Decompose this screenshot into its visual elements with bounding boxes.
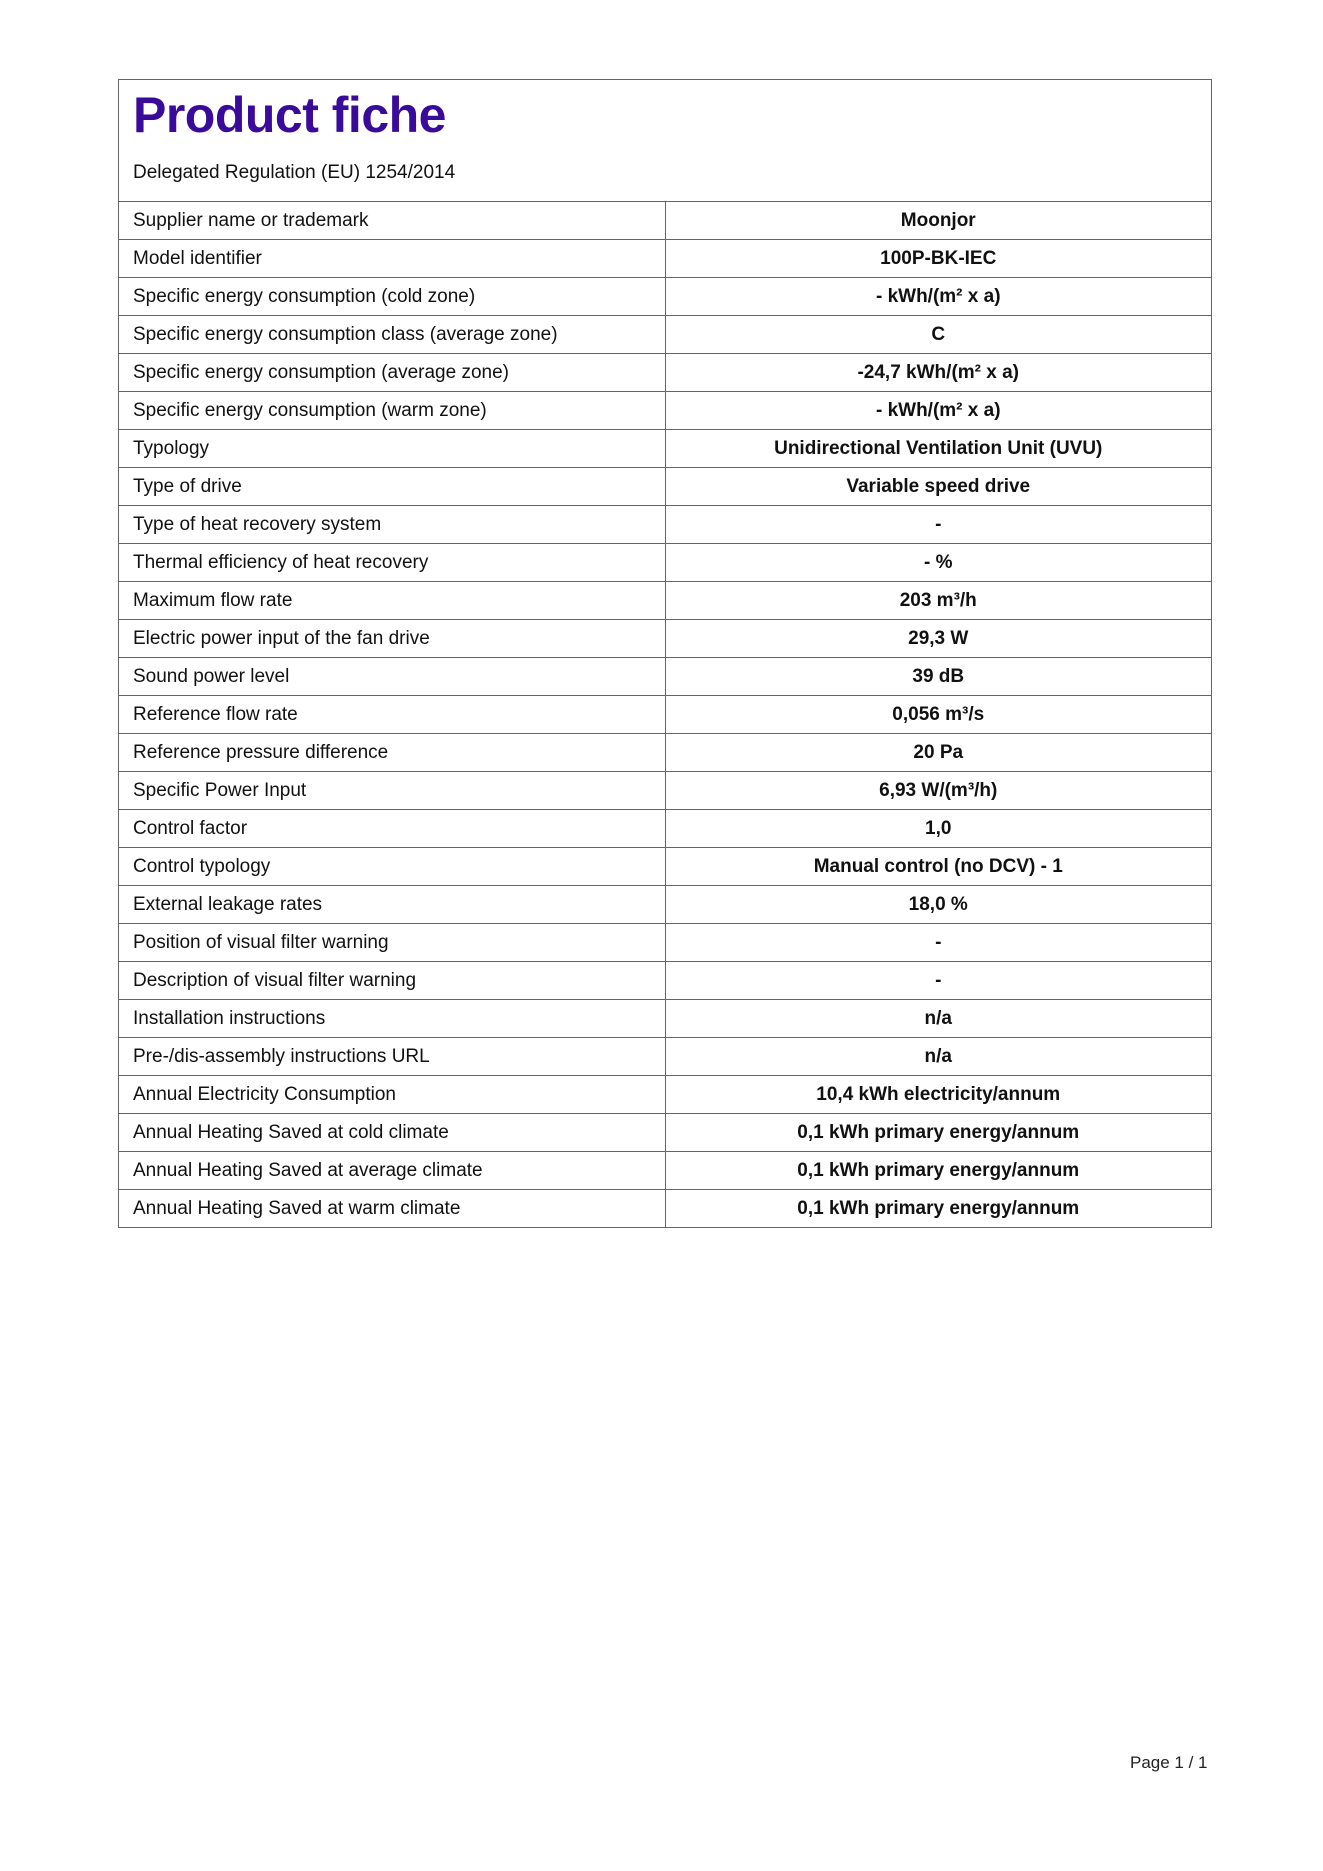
table-row — [119, 316, 1211, 354]
row-value: - kWh/(m² x a) — [665, 278, 1211, 316]
row-value: 1,0 — [665, 810, 1211, 848]
table-row — [119, 468, 1211, 506]
row-label: Specific Power Input — [119, 772, 665, 810]
table-row — [119, 278, 1211, 316]
table-row — [119, 962, 1211, 1000]
row-value: - % — [665, 544, 1211, 582]
row-label: Pre-/dis-assembly instructions URL — [119, 1038, 665, 1076]
row-value: 0,056 m³/s — [665, 696, 1211, 734]
row-value: 6,93 W/(m³/h) — [665, 772, 1211, 810]
row-label: Specific energy consumption (warm zone) — [119, 392, 665, 430]
row-value: Manual control (no DCV) - 1 — [665, 848, 1211, 886]
row-value: 18,0 % — [665, 886, 1211, 924]
row-label: Sound power level — [119, 658, 665, 696]
table-row — [119, 1190, 1211, 1228]
table-row — [119, 620, 1211, 658]
table-row — [119, 886, 1211, 924]
regulation-subtitle: Delegated Regulation (EU) 1254/2014 — [133, 162, 456, 183]
row-label: Control factor — [119, 810, 665, 848]
row-label: Reference pressure difference — [119, 734, 665, 772]
row-label: Specific energy consumption (cold zone) — [119, 278, 665, 316]
row-value: - — [665, 962, 1211, 1000]
page-title: Product fiche — [133, 87, 446, 143]
table-row — [119, 202, 1211, 240]
row-label: Annual Heating Saved at cold climate — [119, 1114, 665, 1152]
table-row — [119, 392, 1211, 430]
row-value: - — [665, 924, 1211, 962]
row-label: Position of visual filter warning — [119, 924, 665, 962]
page-number: Page 1 / 1 — [1130, 1753, 1208, 1772]
row-label: Reference flow rate — [119, 696, 665, 734]
row-value: 0,1 kWh primary energy/annum — [665, 1190, 1211, 1228]
row-label: Installation instructions — [119, 1000, 665, 1038]
row-value: 100P-BK-IEC — [665, 240, 1211, 278]
row-label: Type of drive — [119, 468, 665, 506]
row-value: Variable speed drive — [665, 468, 1211, 506]
table-row — [119, 544, 1211, 582]
row-label: Type of heat recovery system — [119, 506, 665, 544]
row-value: n/a — [665, 1000, 1211, 1038]
table-row — [119, 658, 1211, 696]
table-row — [119, 1038, 1211, 1076]
row-label: Typology — [119, 430, 665, 468]
row-value: 20 Pa — [665, 734, 1211, 772]
row-value: Unidirectional Ventilation Unit (UVU) — [665, 430, 1211, 468]
row-label: Maximum flow rate — [119, 582, 665, 620]
table-row — [119, 810, 1211, 848]
row-value: 0,1 kWh primary energy/annum — [665, 1114, 1211, 1152]
fiche-header — [119, 80, 1211, 202]
table-row — [119, 734, 1211, 772]
row-value: - kWh/(m² x a) — [665, 392, 1211, 430]
row-value: - — [665, 506, 1211, 544]
row-value: C — [665, 316, 1211, 354]
row-value: 39 dB — [665, 658, 1211, 696]
row-label: Electric power input of the fan drive — [119, 620, 665, 658]
row-label: Thermal efficiency of heat recovery — [119, 544, 665, 582]
row-value: 10,4 kWh electricity/annum — [665, 1076, 1211, 1114]
row-value: 203 m³/h — [665, 582, 1211, 620]
row-label: Annual Electricity Consumption — [119, 1076, 665, 1114]
row-label: External leakage rates — [119, 886, 665, 924]
table-row — [119, 848, 1211, 886]
table-row — [119, 924, 1211, 962]
row-value: -24,7 kWh/(m² x a) — [665, 354, 1211, 392]
row-value: 0,1 kWh primary energy/annum — [665, 1152, 1211, 1190]
table-row — [119, 506, 1211, 544]
table-row — [119, 430, 1211, 468]
row-label: Control typology — [119, 848, 665, 886]
table-row — [119, 1114, 1211, 1152]
table-row — [119, 354, 1211, 392]
table-row — [119, 1152, 1211, 1190]
row-value: 29,3 W — [665, 620, 1211, 658]
table-row — [119, 240, 1211, 278]
row-value: Moonjor — [900, 209, 976, 231]
table-row — [119, 1000, 1211, 1038]
table-row — [119, 696, 1211, 734]
row-label: Specific energy consumption class (average zone) — [119, 316, 665, 354]
table-row — [119, 582, 1211, 620]
row-label: Annual Heating Saved at warm climate — [119, 1190, 665, 1228]
product-fiche — [118, 79, 1212, 1228]
row-label: Specific energy consumption (average zone) — [119, 354, 665, 392]
row-value: n/a — [665, 1038, 1211, 1076]
table-row — [119, 772, 1211, 810]
row-label: Supplier name or trademark — [119, 202, 665, 240]
row-label: Annual Heating Saved at average climate — [119, 1152, 665, 1190]
row-label: Description of visual filter warning — [119, 962, 665, 1000]
row-label: Model identifier — [119, 240, 665, 278]
fiche-table — [119, 202, 1211, 1227]
table-row — [119, 1076, 1211, 1114]
